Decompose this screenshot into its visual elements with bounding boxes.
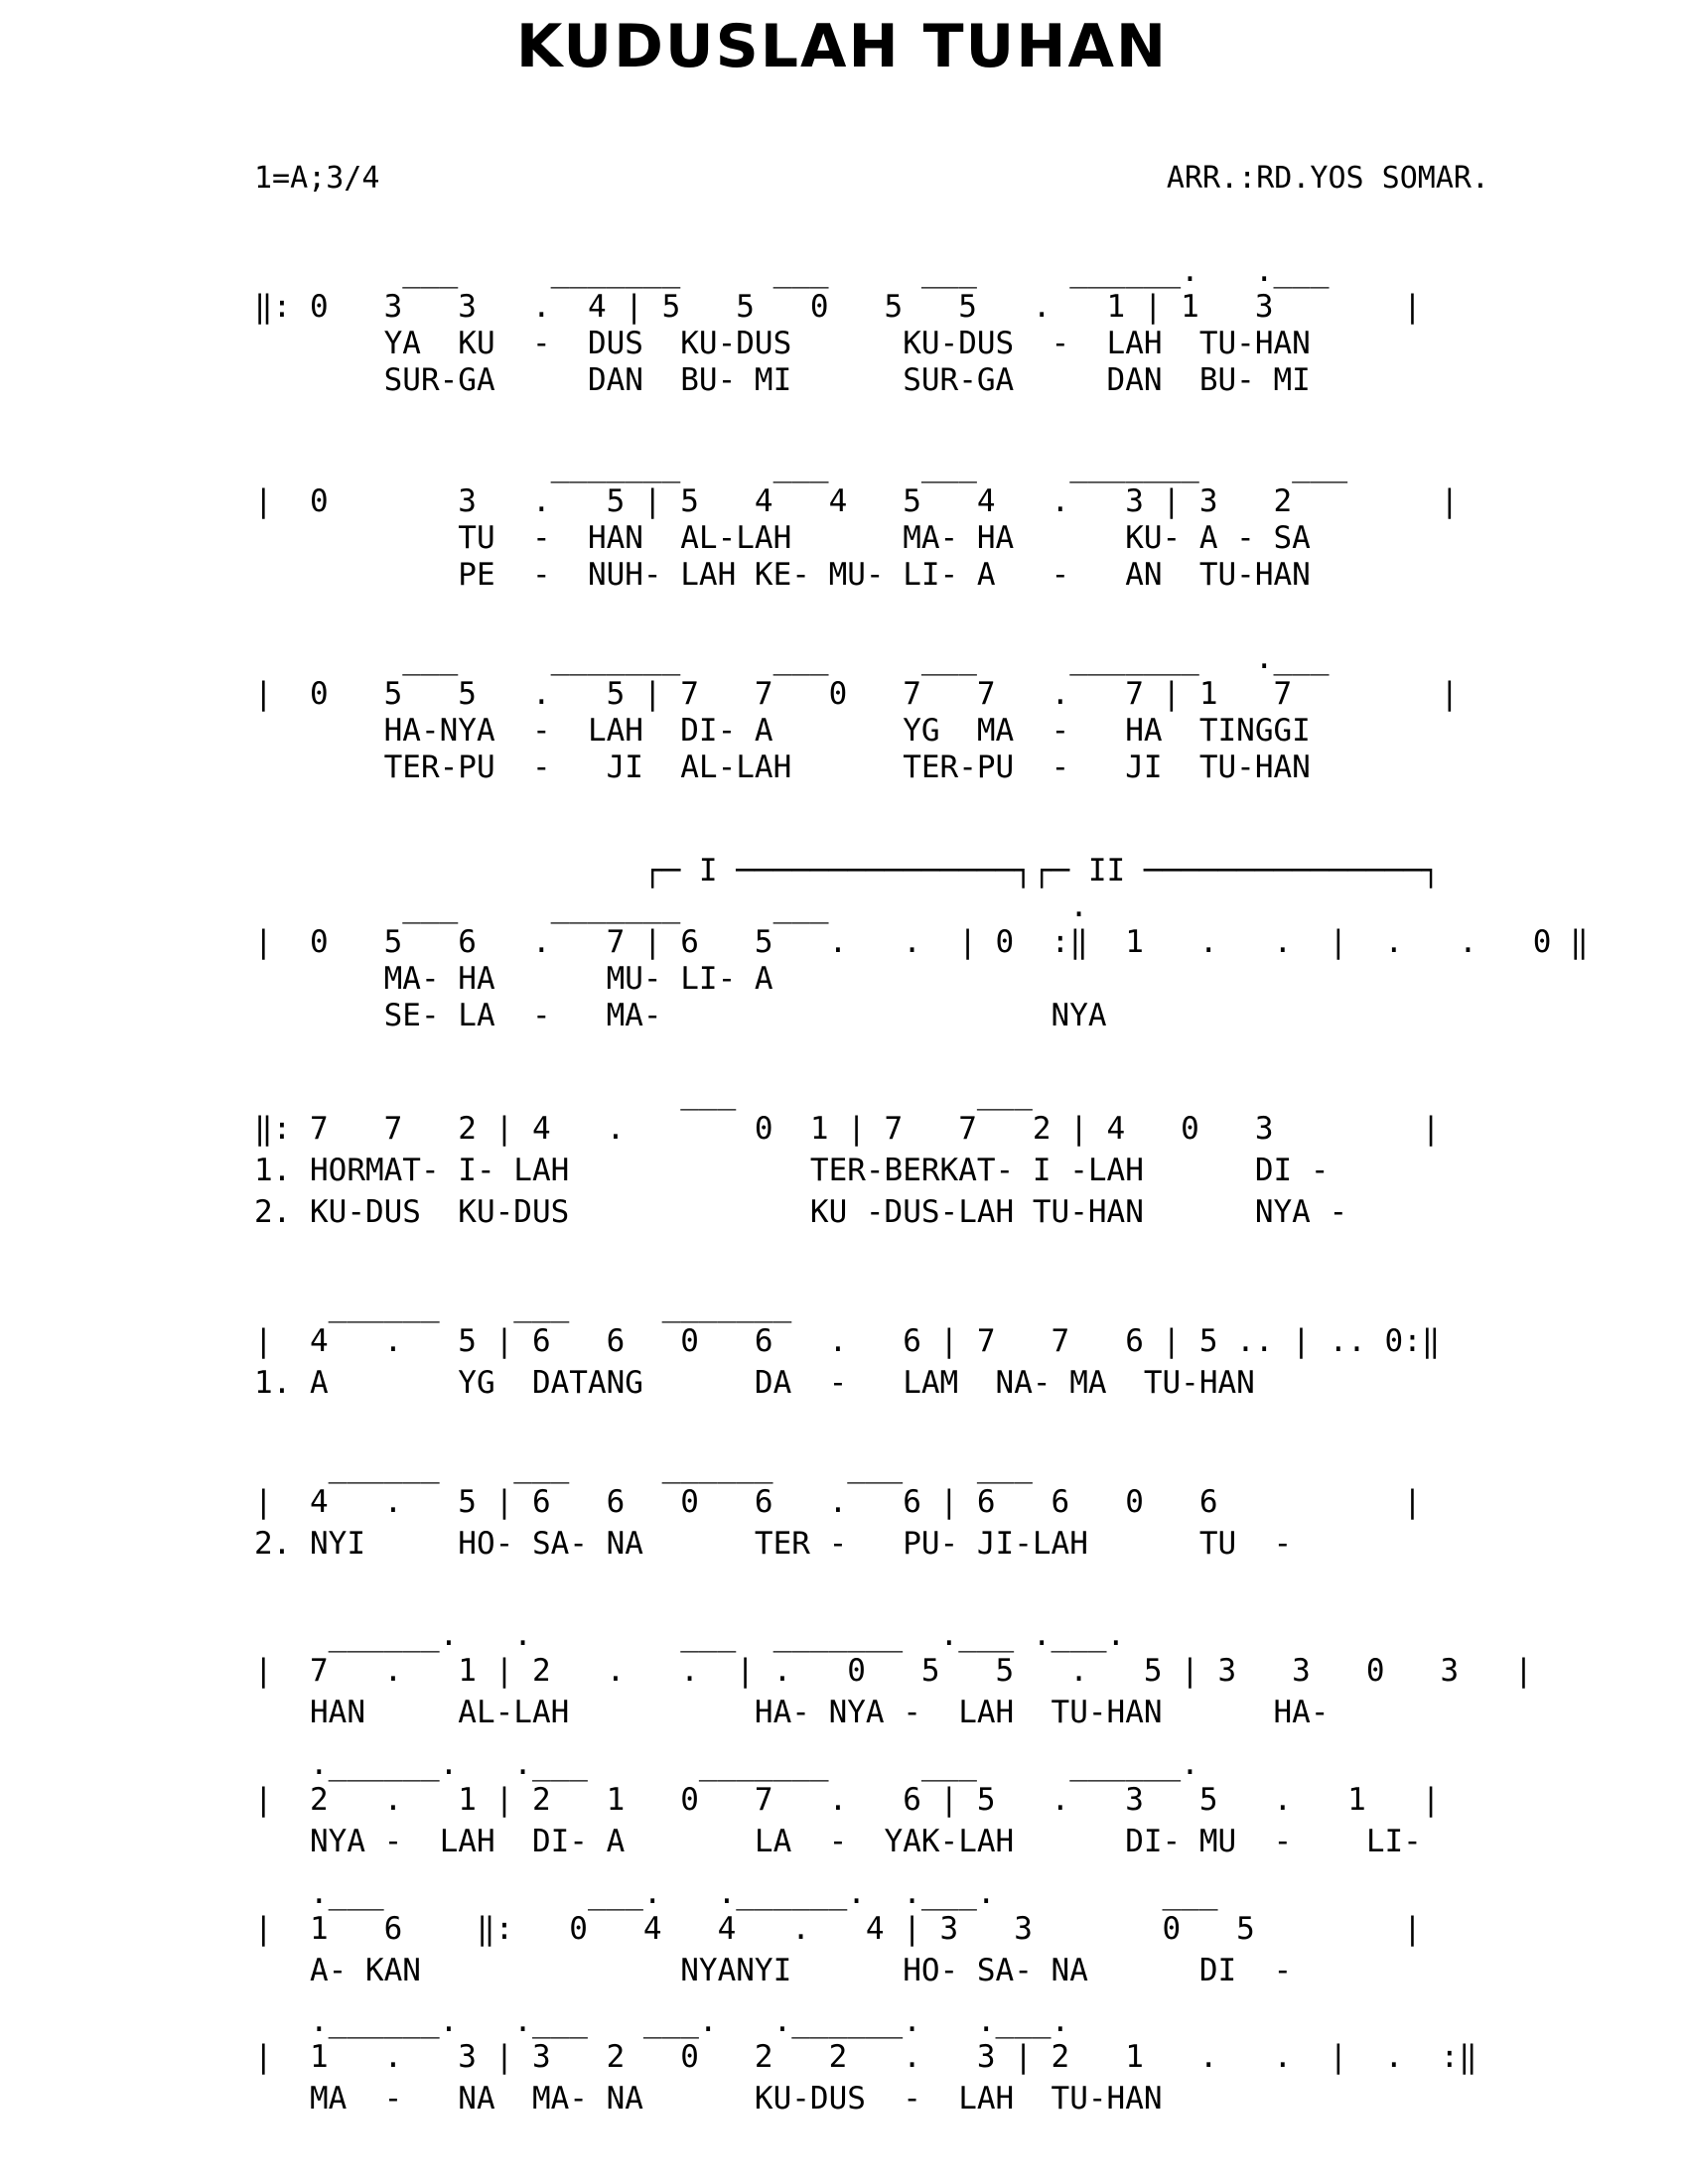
lyrics-line: YA KU - DUS KU-DUS KU-DUS - LAH TU-HAN	[254, 326, 1311, 361]
key-signature: 1=A;3/4	[254, 161, 380, 196]
beam-line: .______. .___ ___. .______. .___.	[254, 2003, 1070, 2039]
notes-line: | 4 . 5 | 6 6 0 6 . 6 | 7 7 6 | 5 .. | .. 0:‖	[254, 1323, 1441, 1359]
lyrics-line: A- KAN NYANYI HO- SA- NA DI -	[254, 1953, 1293, 1988]
lyrics-line: PE - NUH- LAH KE- MU- LI- A - AN TU-HAN	[254, 557, 1311, 593]
lyrics-line: MA - NA MA- NA KU-DUS - LAH TU-HAN	[254, 2081, 1163, 2116]
beam-line: ___ _______ ___ ___ _______ .___	[254, 640, 1330, 676]
lyrics-line: 1. A YG DATANG DA - LAM NA- MA TU-HAN	[254, 1365, 1255, 1401]
notes-line: | 0 5 6 . 7 | 6 5 . . | 0 :‖ 1 . . | . . 0 ‖	[254, 924, 1589, 960]
lyrics-line: TU - HAN AL-LAH MA- HA KU- A - SA	[254, 520, 1311, 556]
notes-line: | 4 . 5 | 6 6 0 6 . 6 | 6 6 0 6 |	[254, 1484, 1422, 1520]
notes-line: ‖: 7 7 2 | 4 . 0 1 | 7 7 2 | 4 0 3 |	[254, 1111, 1441, 1147]
beam-line: ______ ___ _______	[254, 1288, 792, 1323]
lyrics-line: NYA - LAH DI- A LA - YAK-LAH DI- MU - LI-	[254, 1824, 1422, 1859]
beam-line: ___ _______ ___ ___ ______. .___	[254, 253, 1330, 289]
notes-line: | 7 . 1 | 2 . . | . 0 5 5 . 5 | 3 3 0 3 |	[254, 1653, 1533, 1689]
beam-line: ___ ___	[254, 1075, 1033, 1111]
beam-line: ______ ___ ______ ___ ___	[254, 1448, 1033, 1484]
lyrics-line: 2. NYI HO- SA- NA TER - PU- JI-LAH TU -	[254, 1526, 1293, 1562]
lyrics-line: MA- HA MU- LI- A	[254, 961, 773, 997]
notes-line: ‖: 0 3 3 . 4 | 5 5 0 5 5 . 1 | 1 3 |	[254, 289, 1422, 325]
notes-line: | 0 3 . 5 | 5 4 4 5 4 . 3 | 3 2 |	[254, 483, 1460, 519]
notes-line: | 1 6 ‖: 0 4 4 . 4 | 3 3 0 5 |	[254, 1911, 1422, 1947]
notes-line: | 2 . 1 | 2 1 0 7 . 6 | 5 . 3 5 . 1 |	[254, 1782, 1441, 1818]
lyrics-line: HA-NYA - LAH DI- A YG MA - HA TINGGI	[254, 713, 1311, 749]
song-title: KUDUSLAH TUHAN	[515, 12, 1169, 81]
notes-line: | 1 . 3 | 3 2 0 2 2 . 3 | 2 1 . . | . :‖	[254, 2039, 1477, 2075]
lyrics-line: TER-PU - JI AL-LAH TER-PU - JI TU-HAN	[254, 750, 1311, 785]
lyrics-line: 2. KU-DUS KU-DUS KU -DUS-LAH TU-HAN NYA -	[254, 1194, 1348, 1230]
beam-line: .___ ___. .______. .___. ___	[254, 1875, 1218, 1911]
beam-line: ______. . ___ _______ .___ .___.	[254, 1617, 1126, 1653]
arranger-credit: ARR.:RD.YOS SOMAR.	[1166, 161, 1489, 196]
lyrics-line: 1. HORMAT- I- LAH TER-BERKAT- I -LAH DI -	[254, 1153, 1330, 1188]
beam-line: ___ _______ ___ .	[254, 888, 1088, 924]
volta-brackets: ┌─ I ───────────────┐┌─ II ───────────────┐	[254, 853, 1441, 888]
notes-line: | 0 5 5 . 5 | 7 7 0 7 7 . 7 | 1 7 |	[254, 676, 1460, 712]
beam-line: _______ ___ ___ _______ ___	[254, 448, 1348, 483]
lyrics-line: HAN AL-LAH HA- NYA - LAH TU-HAN HA-	[254, 1695, 1330, 1730]
lyrics-line: SUR-GA DAN BU- MI SUR-GA DAN BU- MI	[254, 362, 1311, 398]
lyrics-line: SE- LA - MA- NYA	[254, 998, 1107, 1033]
beam-line: .______. .___ _______ ___ ______.	[254, 1746, 1199, 1782]
